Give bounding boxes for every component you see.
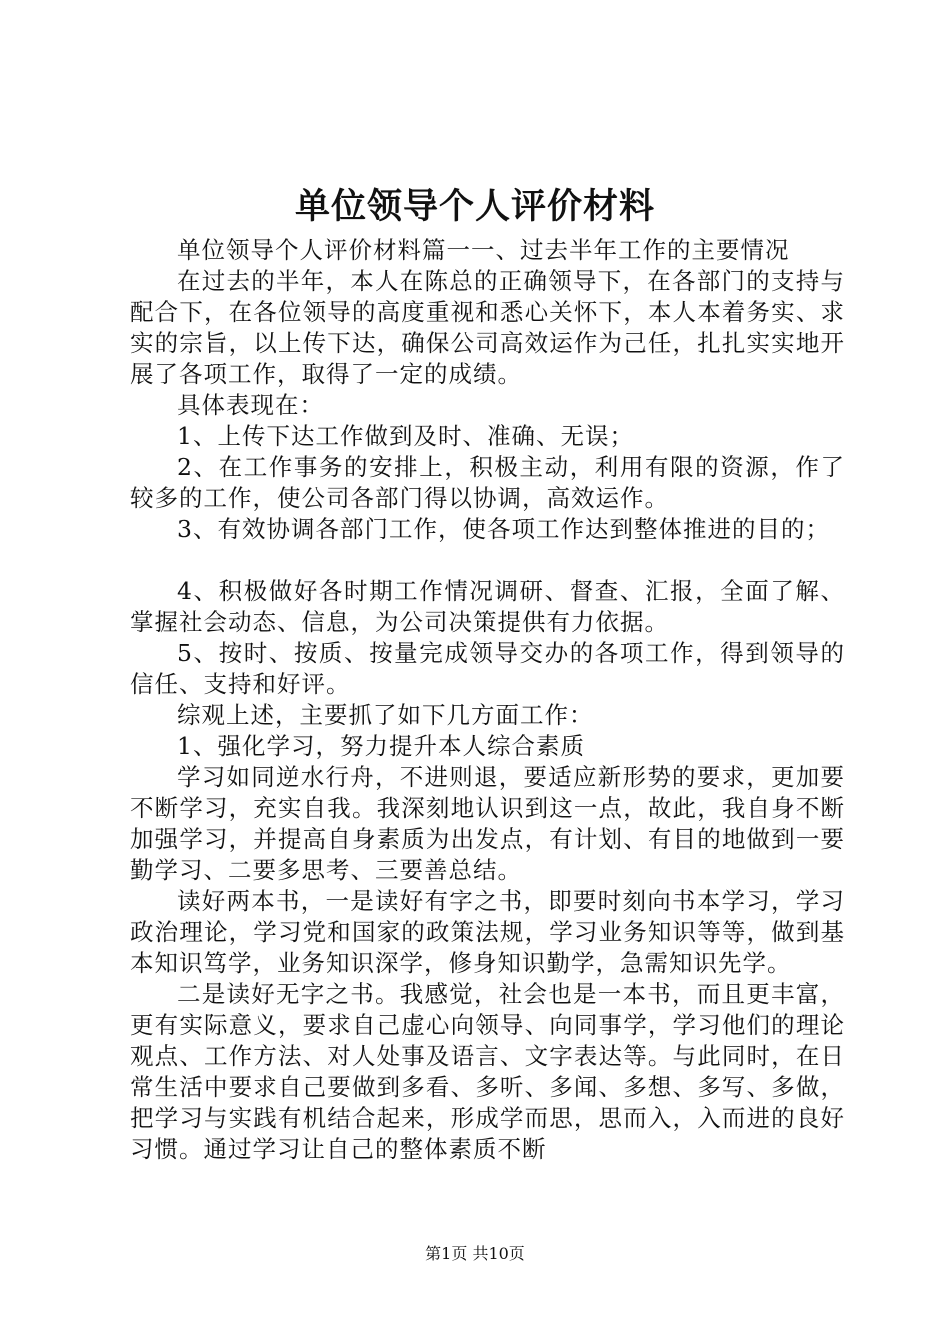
paragraph: 二是读好无字之书。我感觉，社会也是一本书，而且更丰富，更有实际意义，要求自己虚心向领导、向同事学，学习他们的理论观点、工作方法、对人处事及语言、文字表达等。与此同时，在日常生活中要求自己要做到多看、多听、多闻、多想、多写、多做，把学习与实践有机结合起来，形成学而思，思而入，入而进的良好习惯。通过学习让自己的整体素质不断 <box>130 980 845 1163</box>
page-footer: 第1页 共10页 <box>425 1244 525 1263</box>
section-heading: 1、强化学习，努力提升本人综合素质 <box>177 732 585 760</box>
paragraph: 综观上述，主要抓了如下几方面工作： <box>177 701 594 729</box>
paragraph-intro: 单位领导个人评价材料篇一一、过去半年工作的主要情况 <box>177 236 790 264</box>
list-item: 1、上传下达工作做到及时、准确、无误； <box>177 422 634 450</box>
paragraph: 具体表现在： <box>177 391 324 419</box>
document-body <box>130 235 845 1165</box>
paragraph: 读好两本书，一是读好有字之书，即要时刻向书本学习，学习政治理论，学习党和国家的政策法规，学习业务知识等等，做到基本知识笃学，业务知识深学，修身知识勤学，急需知识先学。 <box>130 887 845 977</box>
document-title: 单位领导个人评价材料 <box>294 186 655 227</box>
list-item: 3、有效协调各部门工作，使各项工作达到整体推进的目的； <box>177 515 830 543</box>
paragraph: 学习如同逆水行舟，不进则退，要适应新形势的要求，更加要不断学习，充实自我。我深刻地认识到这一点，故此，我自身不断加强学习，并提高自身素质为出发点，有计划、有目的地做到一要勤学习、二要多思考、三要善总结。 <box>130 763 845 884</box>
paragraph: 在过去的半年，本人在陈总的正确领导下，在各部门的支持与配合下，在各位领导的高度重视和悉心关怀下，本人本着务实、求实的宗旨，以上传下达，确保公司高效运作为己任，扎扎实实地开展了各项工作，取得了一定的成绩。 <box>130 267 845 388</box>
list-item: 2、在工作事务的安排上，积极主动，利用有限的资源，作了较多的工作，使公司各部门得以协调，高效运作。 <box>130 453 845 512</box>
list-item: 4、积极做好各时期工作情况调研、督查、汇报，全面了解、掌握社会动态、信息，为公司决策提供有力依据。 <box>130 577 845 636</box>
list-item: 5、按时、按质、按量完成领导交办的各项工作，得到领导的信任、支持和好评。 <box>130 639 845 698</box>
